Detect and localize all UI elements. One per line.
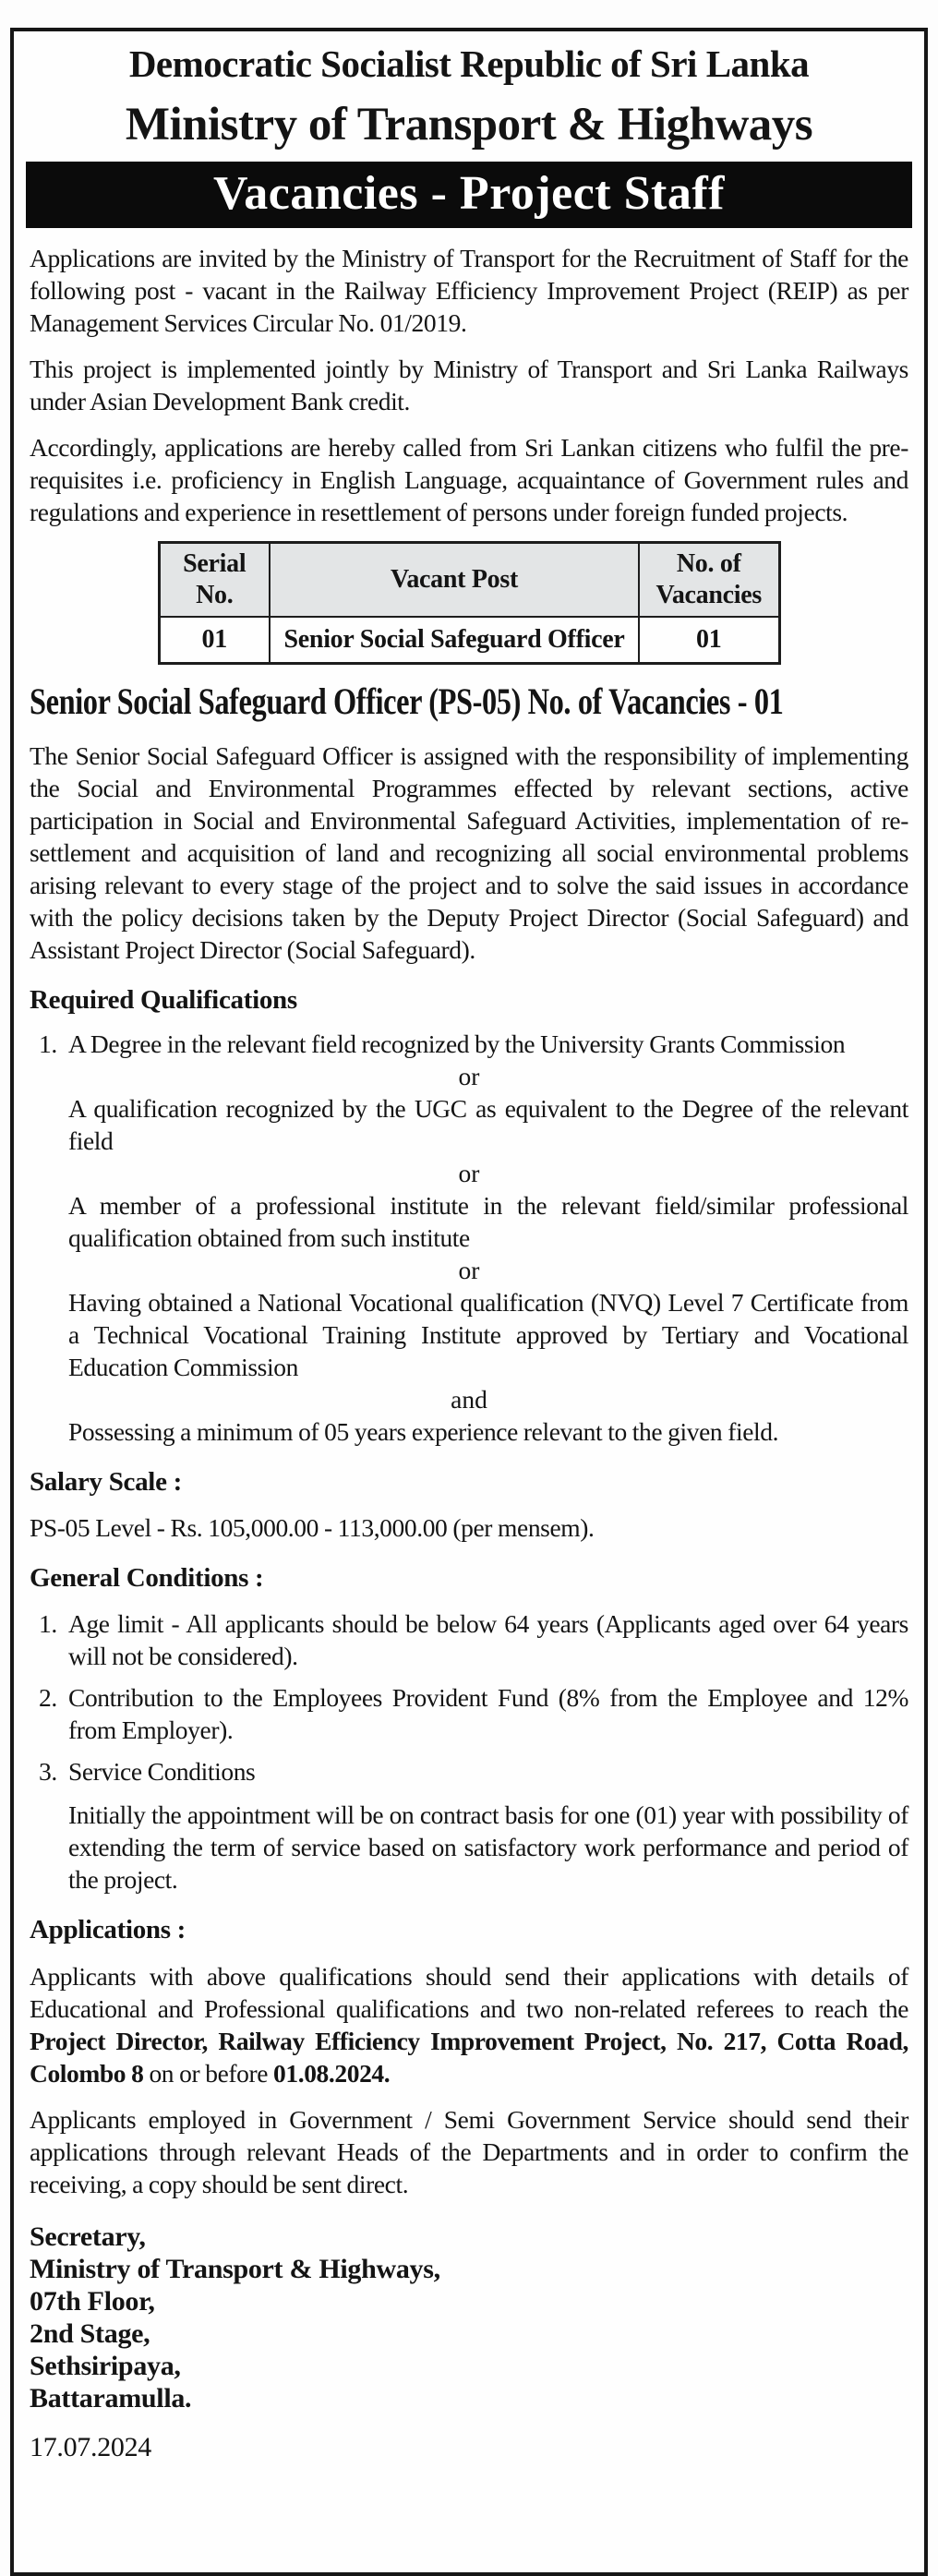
vacancy-table [158, 541, 781, 665]
connector-and: and [451, 1385, 487, 1414]
condition-text-3: Service Conditions [68, 1757, 256, 1786]
applications-heading: Applications : [30, 1915, 186, 1944]
connector-or-3: or [458, 1256, 480, 1284]
connector-or-2: or [458, 1159, 480, 1187]
table-row [159, 617, 779, 664]
condition-number-2: 2. [39, 1683, 57, 1712]
notice-date: 17.07.2024 [30, 2432, 152, 2462]
qualification-experience: Possessing a minimum of 05 years experience relevant to the given field. [68, 1417, 779, 1446]
post-heading: Senior Social Safeguard Officer (PS-05) No. of Vacancies - 01 [30, 680, 784, 722]
required-qualifications-heading: Required Qualifications [30, 985, 297, 1015]
general-condition-3 [39, 1755, 908, 1788]
signature-line-sethsiripaya: Sethsiripaya, [30, 2351, 181, 2381]
signature-line-floor: 07th Floor, [30, 2286, 155, 2317]
post-description: The Senior Social Safeguard Officer is assigned with the responsibility of implementing the Social and Environmental Programmes effected by relevant sections, active participation in Social and Environmental Safeguard Activities, implementation of re-settlement and acquisition of land and recognizing all social environmental problems arising relevant to every stage of the project and to solve the said issues in accordance with the policy decisions taken by the Deputy Project Director (Social Safeguard) and Assistant Project Director (Social Safeguard). [30, 741, 908, 964]
applications-deadline-bold: 01.08.2024. [273, 2059, 391, 2088]
signature-line-stage: 2nd Stage, [30, 2318, 150, 2349]
general-condition-1 [39, 1607, 908, 1672]
applications-text-mid: on or before [143, 2059, 274, 2088]
signature-line-ministry: Ministry of Transport & Highways, [30, 2254, 440, 2284]
applications-text-pre: Applicants with above qualifications should send their applications with details of Educational and Professional qualifications and two non-related referees to reach the [30, 1962, 908, 2023]
table-header-row [159, 543, 779, 618]
signature-block [30, 2221, 908, 2414]
intro-paragraph-2: This project is implemented jointly by Ministry of Transport and Sri Lanka Railways under Asian Development Bank credit. [30, 355, 908, 415]
qualification-option-3: A member of a professional institute in the relevant field/similar professional qualification obtained from such institute [68, 1191, 908, 1252]
service-conditions-note: Initially the appointment will be on contract basis for one (01) year with possibility of extending the term of service based on satisfactory work performance and period of the project. [68, 1800, 908, 1894]
cell-vacant-post: Senior Social Safeguard Officer [270, 617, 639, 664]
cell-no-of-vacancies: 01 [639, 617, 779, 664]
vacancy-table-header [159, 543, 779, 618]
header-serial-no: Serial No. [159, 543, 270, 618]
salary-scale-heading: Salary Scale : [30, 1467, 182, 1497]
condition-number-3: 3. [39, 1757, 57, 1786]
intro-paragraph-3: Accordingly, applications are hereby called from Sri Lankan citizens who fulfil the pre-requisites i.e. proficiency in English Language, acquaintance of Government rules and regulations and experience in resettlement of persons under foreign funded projects. [30, 433, 908, 526]
document-border-frame [10, 28, 928, 2576]
applications-paragraph-2: Applicants employed in Government / Semi Government Service should send their applications through relevant Heads of the Departments and in order to confirm the receiving, a copy should be sent direct. [30, 2105, 908, 2198]
intro-paragraph-1: Applications are invited by the Ministry of Transport for the Recruitment of Staff for the following post - vacant in the Railway Efficiency Improvement Project (REIP) as per Management Services Circular No. 01/2019. [30, 244, 908, 337]
condition-text-1: Age limit - All applicants should be below 64 years (Applicants aged over 64 years will not be considered). [68, 1609, 908, 1670]
cell-serial-no: 01 [159, 617, 270, 664]
general-condition-2 [39, 1681, 908, 1746]
connector-or-1: or [458, 1062, 480, 1090]
vacancy-table-body [159, 617, 779, 664]
vacancies-banner: Vacancies - Project Staff [26, 162, 912, 228]
qualification-item-number: 1. [39, 1029, 57, 1058]
qualification-option-2: A qualification recognized by the UGC as equivalent to the Degree of the relevant field [68, 1094, 908, 1155]
salary-scale-text: PS-05 Level - Rs. 105,000.00 - 113,000.00 (per mensem). [30, 1513, 595, 1542]
signature-line-secretary: Secretary, [30, 2221, 146, 2252]
header-no-of-vacancies: No. of Vacancies [639, 543, 779, 618]
ministry-title: Ministry of Transport & Highways [125, 99, 813, 150]
general-conditions-heading: General Conditions : [30, 1563, 264, 1593]
country-title: Democratic Socialist Republic of Sri Lanka [128, 42, 810, 85]
qualification-item-1 [39, 1028, 908, 1060]
applications-address-bold: Project Director, Railway Efficiency Improvement Project, No. 217, Cotta Road, Colombo 8 [30, 2027, 908, 2088]
qualification-option-1: A Degree in the relevant field recognized by the University Grants Commission [68, 1029, 846, 1058]
applications-paragraph-1 [30, 1960, 908, 2089]
header-vacant-post: Vacant Post [270, 543, 639, 618]
condition-number-1: 1. [39, 1609, 57, 1638]
qualification-option-4: Having obtained a National Vocational qualification (NVQ) Level 7 Certificate from a Technical Vocational Training Institute approved by Tertiary and Vocational Education Commission [68, 1288, 908, 1381]
condition-text-2: Contribution to the Employees Provident Fund (8% from the Employee and 12% from Employer). [68, 1683, 908, 1744]
signature-line-battaramulla: Battaramulla. [30, 2383, 192, 2413]
